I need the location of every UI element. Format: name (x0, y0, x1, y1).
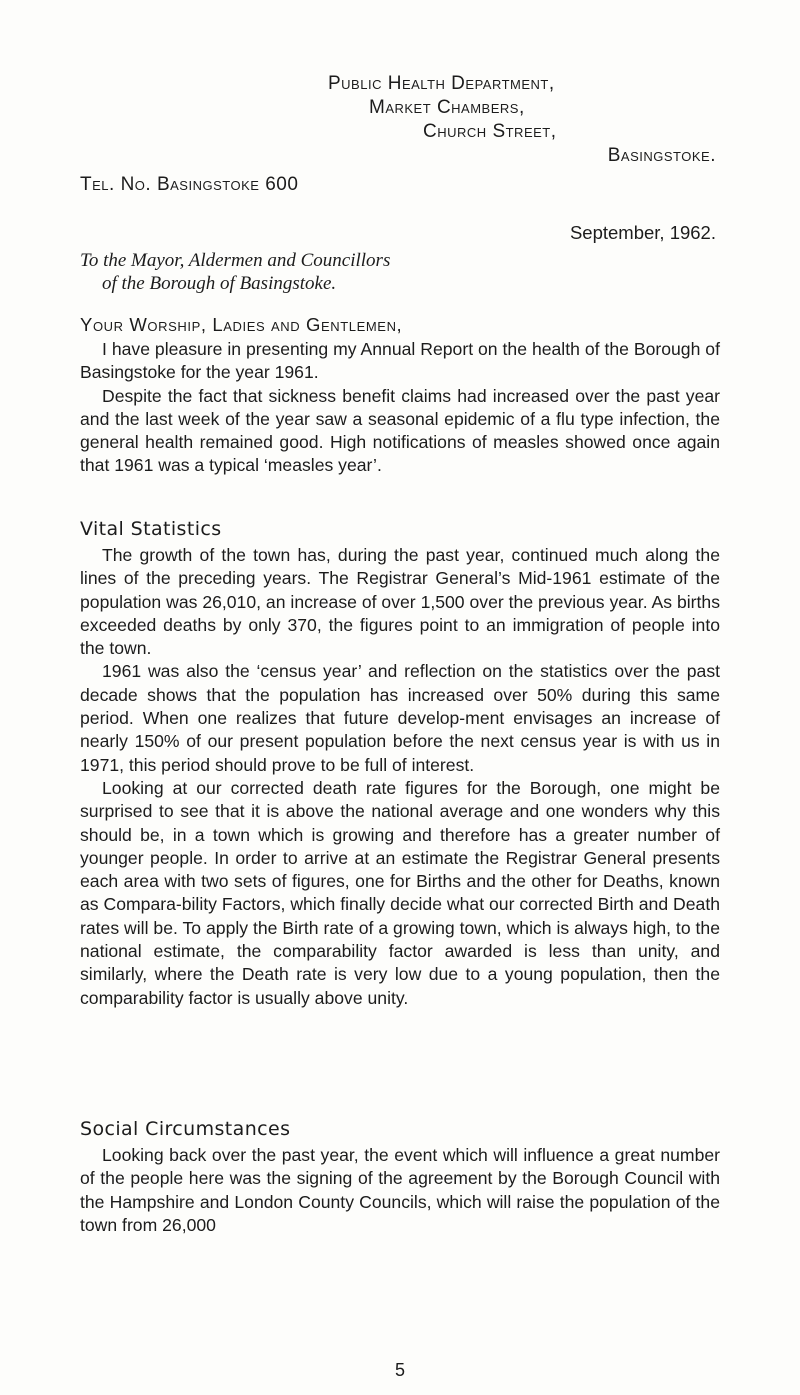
section-heading: Vital Statistics (80, 518, 222, 540)
paragraph: I have pleasure in presenting my Annual Report on the health of the Borough of Basingstoke for the year 1961. (80, 339, 720, 383)
intro-text (80, 338, 720, 478)
section-heading: Social Circumstances (80, 1118, 291, 1140)
addressee-line: of the Borough of Basingstoke. (102, 273, 337, 294)
greeting: Your Worship, Ladies and Gentlemen, (80, 314, 403, 335)
vital-statistics-text (80, 544, 720, 1010)
page-number: 5 (394, 1360, 405, 1380)
addressee (80, 249, 390, 295)
department-address (276, 72, 716, 168)
addressee-line: To the Mayor, Aldermen and Councillors (80, 250, 391, 271)
letter-date: September, 1962. (569, 222, 716, 243)
address-line: Market Chambers, (369, 97, 525, 118)
paragraph: 1961 was also the ‘census year’ and reflection on the statistics over the past decade shows that the population has increased over 50% during this same period. When one realizes that future develop-ment envisages an increase of nearly 150% of our present population before the next census year is with us in 1971, this period should prove to be full of interest. (80, 661, 720, 775)
paragraph: Looking back over the past year, the event which will influence a great number of the people here was the signing of the agreement by the Borough Council with the Hampshire and London County Councils, which will raise the population of the town from 26,000 (80, 1145, 720, 1235)
paragraph: Looking at our corrected death rate figures for the Borough, one might be surprised to see that it is above the national average and one wonders why this should be, in a town which is growing and therefore has a greater number of younger people. In order to arrive at an estimate the Registrar General presents each area with two sets of figures, one for Births and the other for Deaths, known as Compara-bility Factors, which finally decide what our corrected Birth and Death rates will be. To apply the Birth rate of a growing town, which is always high, to the national estimate, the comparability factor awarded is less than unity, and similarly, where the Death rate is very low due to a young population, then the comparability factor is usually above unity. (80, 777, 720, 1008)
address-line: Public Health Department, (328, 73, 555, 94)
paragraph: The growth of the town has, during the past year, continued much along the lines of the preceding years. The Registrar General’s Mid-1961 estimate of the population was 26,010, an increase of over 1,500 over the previous year. As births exceeded deaths by only 370, the figures point to an immigration of people into the town. (80, 545, 720, 659)
address-line: Church Street, (423, 121, 557, 142)
paragraph: Despite the fact that sickness benefit claims had increased over the past year and the last week of the year saw a seasonal epidemic of a flu type infection, the general health remained good. High notifications of measles showed once again that 1961 was a typical ‘measles year’. (80, 385, 720, 476)
address-line: Basingstoke. (607, 145, 716, 166)
telephone-number: Tel. No. Basingstoke 600 (80, 174, 299, 195)
social-circumstances-text (80, 1144, 720, 1237)
